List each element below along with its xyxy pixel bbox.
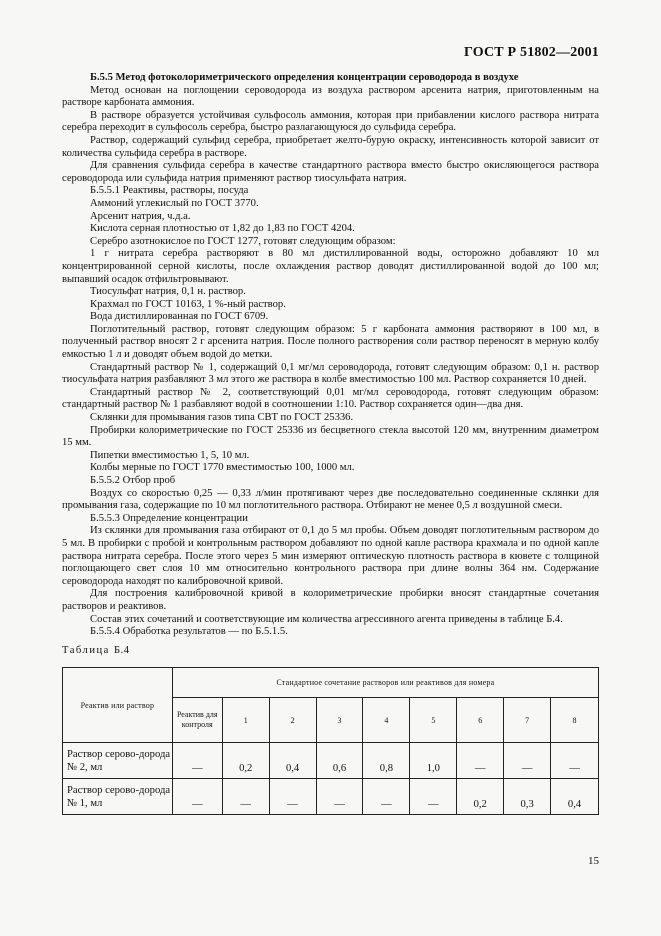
paragraph: Из склянки для промывания газа отбирают от 0,1 до 5 мл пробы. Объем доводят поглотительным раствором до 5 мл. В пробирки с пробой и контрольным раствором добавляют по одной капле раствора крахмала и по одной капле раствора нитрата серебра. После этого через 5 мин измеряют оптическую плотность раствора в кювете с толщиной поглощающего свет слоя 10 мм относительно контрольного раствора при длине волны 364 нм. Содержание сероводорода находят по калибровочной кривой. (62, 525, 599, 587)
data-table (62, 667, 599, 815)
paragraph: Для сравнения сульфида серебра в качестве стандартного раствора вместо быстро окисляющегося раствора сероводорода или сульфида натрия применяют раствор тиосульфата натрия. (62, 160, 599, 184)
table-cell: — (316, 779, 363, 815)
paragraph: Арсенит натрия, ч.д.а. (90, 210, 191, 222)
section-title: Б.5.5 Метод фотоколориметрического определения концентрации сероводорода в воздухе (90, 72, 519, 83)
table-cell: — (172, 779, 222, 815)
col-header-control: Реактив для контроля (172, 698, 222, 743)
table-cell: — (410, 779, 457, 815)
table-cell: — (551, 743, 599, 779)
col-header-number: 1 (222, 698, 269, 743)
table-cell: 0,4 (269, 743, 316, 779)
paragraph: Крахмал по ГОСТ 10163, 1 %-ный раствор. (90, 298, 286, 310)
paragraph: Б.5.5.4 Обработка результатов — по Б.5.1.5. (90, 626, 288, 638)
table-cell: — (172, 743, 222, 779)
paragraph: Аммоний углекислый по ГОСТ 3770. (90, 197, 259, 209)
row-label: Раствор серово-дорода № 2, мл (63, 743, 173, 779)
paragraph: Поглотительный раствор, готовят следующим образом: 5 г карбоната аммония растворяют в 100 мл, в полученный раствор вносят 2 г арсенита натрия. После полного растворения соли раствор переносят в мерную колбу емкостью 1 л и доводят объем водой до метки. (62, 323, 599, 361)
col-header-group: Стандартное сочетание растворов или реактивов для номера (172, 668, 598, 698)
col-header-reagent: Реактив или раствор (63, 668, 173, 743)
col-header-number: 5 (410, 698, 457, 743)
col-header-number: 4 (363, 698, 410, 743)
table-cell: 0,2 (222, 743, 269, 779)
document-id: ГОСТ Р 51802—2001 (463, 45, 599, 60)
page-number: 15 (588, 855, 599, 867)
paragraph: Склянки для промывания газов типа СВТ по ГОСТ 25336. (90, 412, 354, 424)
paragraph: Воздух со скоростью 0,25 — 0,33 л/мин протягивают через две последовательно соединенные склянки для промывания газа, содержащие по 10 мл поглотительного раствора. Отбирают не менее 0,5 л воздушной смеси. (62, 487, 599, 512)
table-row (63, 779, 599, 815)
col-header-number: 7 (504, 698, 551, 743)
paragraph: Б.5.5.1 Реактивы, растворы, посуда (90, 185, 249, 197)
paragraph: Колбы мерные по ГОСТ 1770 вместимостью 100, 1000 мл. (90, 462, 355, 474)
col-header-number: 3 (316, 698, 363, 743)
paragraph: Метод основан на поглощении сероводорода из воздуха раствором арсенита натрия, приготовленным на растворе карбоната аммония. (62, 84, 599, 109)
paragraph: В растворе образуется устойчивая сульфосоль аммония, которая при прибавлении кислого раствора нитрата серебра переходит в сульфосоль серебра, быстро разлагающуюся до сульфида серебра. (62, 109, 599, 134)
row-label: Раствор серово-дорода № 1, мл (63, 779, 173, 815)
col-header-number: 8 (551, 698, 599, 743)
section-body (62, 72, 599, 639)
table-cell: — (363, 779, 410, 815)
paragraph: Стандартный раствор № 2, соответствующий 0,01 мг/мл сероводорода, готовят следующим образом: стандартный раствор № 1 разбавляют водой в соотношении 1:10. Раствор сохраняется один—два дня. (62, 386, 599, 411)
paragraph: Б.5.5.2 Отбор проб (90, 475, 176, 486)
table-row (63, 743, 599, 779)
paragraph: Пипетки вместимостью 1, 5, 10 мл. (90, 449, 250, 461)
paragraph: Кислота серная плотностью от 1,82 до 1,83 по ГОСТ 4204. (90, 223, 355, 235)
table-cell: — (222, 779, 269, 815)
table-caption-number: Б.4 (114, 645, 130, 656)
paragraph: Состав этих сочетаний и соответствующие им количества агрессивного агента приведены в таблице Б.4. (90, 613, 563, 625)
table-cell: 1,0 (410, 743, 457, 779)
table-cell: 0,3 (504, 779, 551, 815)
paragraph: Вода дистиллированная по ГОСТ 6709. (90, 311, 269, 323)
paragraphs (62, 85, 599, 639)
table-cell: 0,8 (363, 743, 410, 779)
table-cell: 0,6 (316, 743, 363, 779)
paragraph: Б.5.5.3 Определение концентрации (90, 512, 248, 524)
paragraph: Пробирки колориметрические по ГОСТ 25336 из бесцветного стекла высотой 120 мм, внутренним диаметром 15 мм. (62, 424, 599, 449)
table-cell: — (457, 743, 504, 779)
col-header-number: 6 (457, 698, 504, 743)
paragraph: Серебро азотнокислое по ГОСТ 1277, готовят следующим образом: (90, 235, 396, 247)
table-caption (62, 645, 130, 656)
paragraph: 1 г нитрата серебра растворяют в 80 мл дистиллированной воды, осторожно добавляют 10 мл концентрированной серной кислоты, после охлаждения раствор доводят дистиллированной водой до 100 мл; выпавший осадок отфильтровывают. (62, 248, 599, 285)
paragraph: Раствор, содержащий сульфид серебра, приобретает желто-бурую окраску, интенсивность которой зависит от количества сульфида серебра в растворе. (62, 134, 599, 159)
table-cell: — (269, 779, 316, 815)
table-cell: 0,4 (551, 779, 599, 815)
paragraph: Стандартный раствор № 1, содержащий 0,1 мг/мл сероводорода, готовят следующим образом: 0,1 н. раствор тиосульфата натрия разбавляют 3 мл этого же раствора в колбе вместимостью 100 мл. Раствор сохраняется 10 дней. (62, 361, 599, 386)
paragraph: Тиосульфат натрия, 0,1 н. раствор. (90, 286, 246, 298)
paragraph: Для построения калибровочной кривой в колориметрические пробирки вносят стандартные сочетания растворов и реактивов. (62, 588, 599, 612)
table-caption-word: Таблица (62, 645, 110, 656)
table-cell: — (504, 743, 551, 779)
col-header-number: 2 (269, 698, 316, 743)
table-cell: 0,2 (457, 779, 504, 815)
